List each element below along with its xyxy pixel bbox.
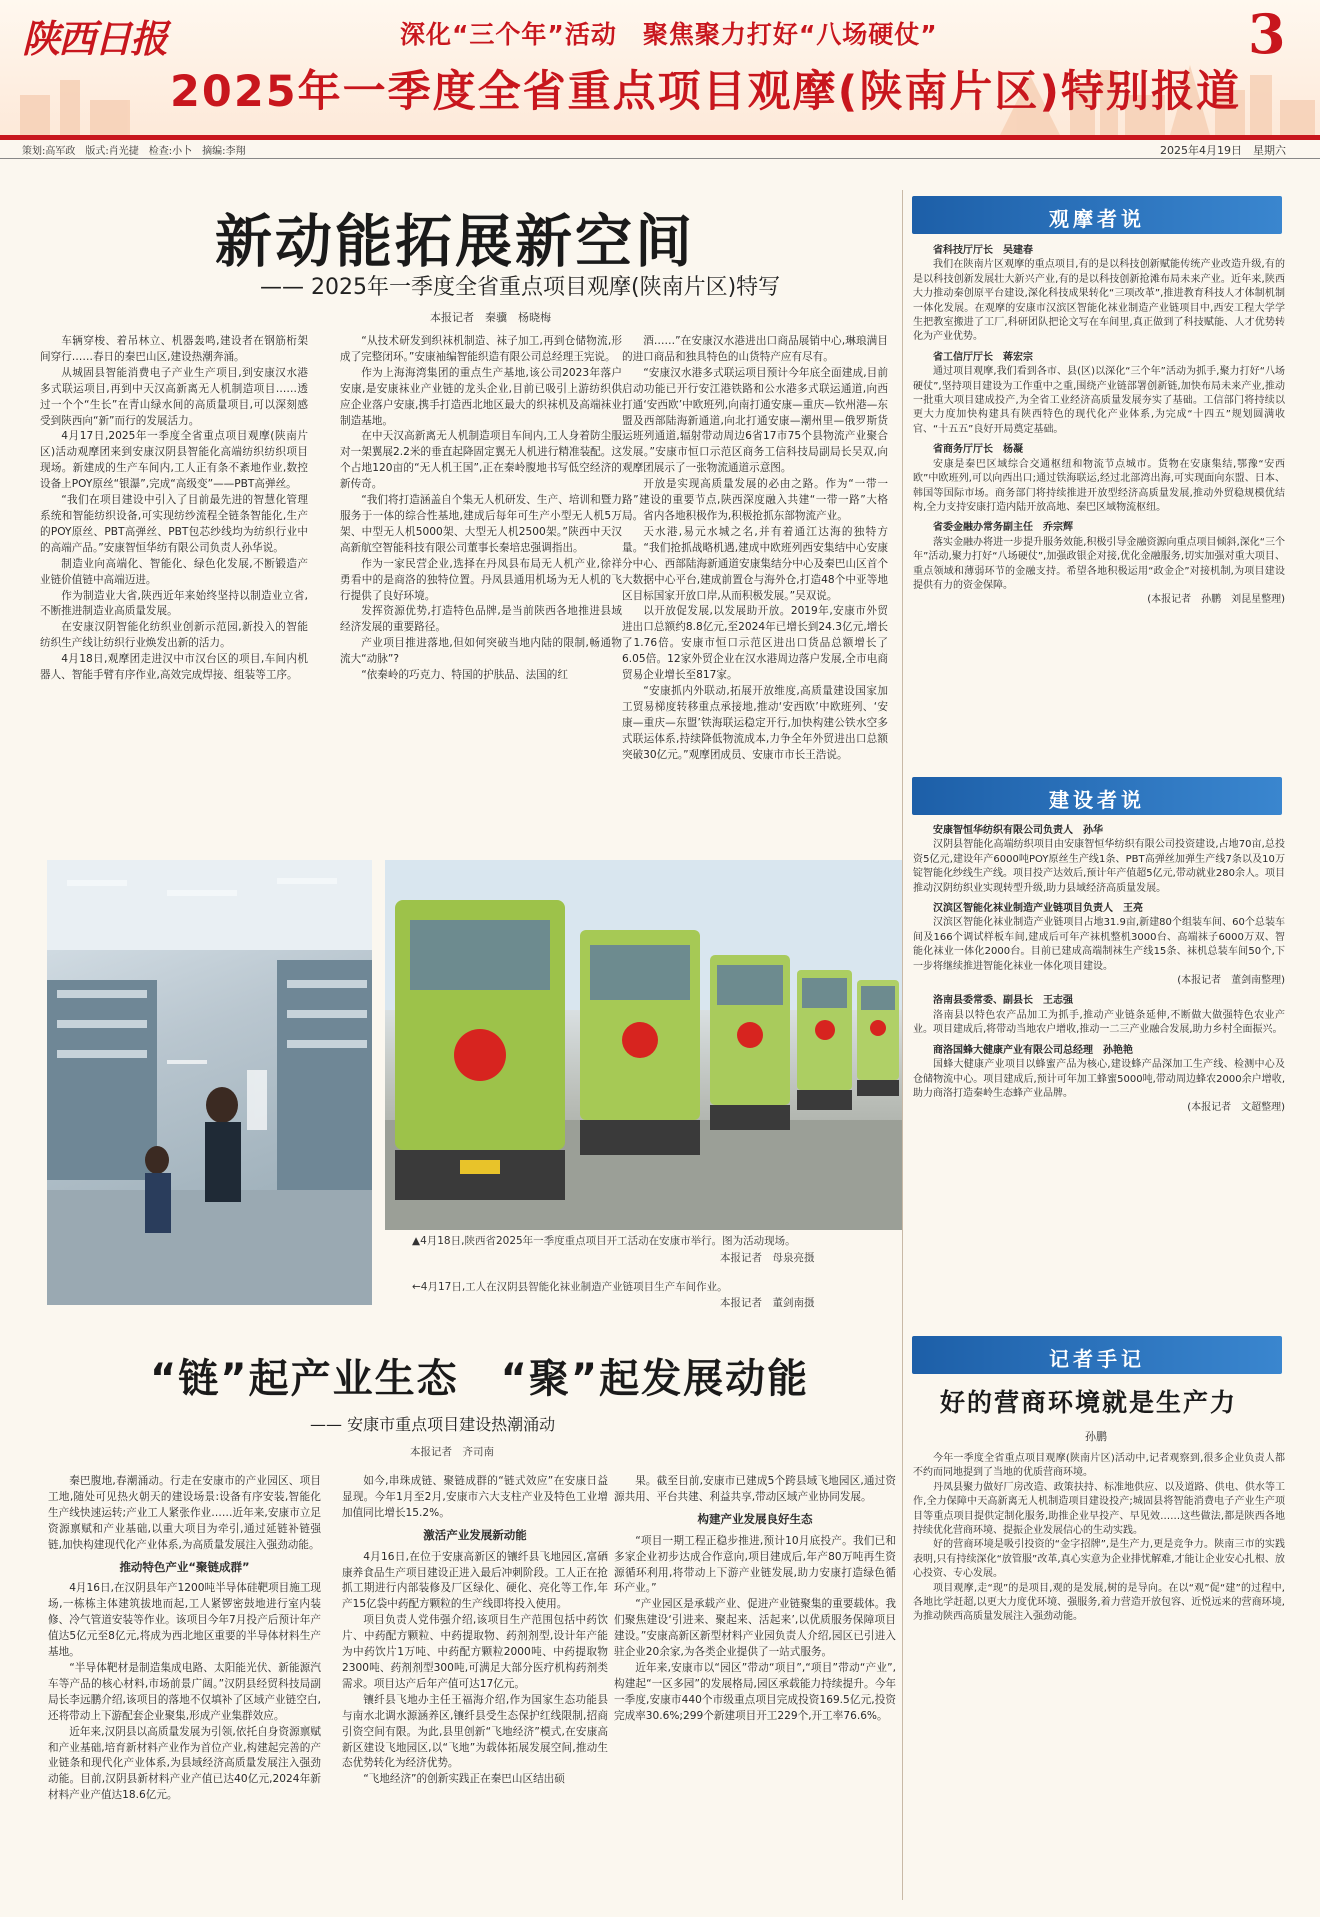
section-heading: 推动特色产业“聚链成群” xyxy=(119,1559,250,1574)
trucks-illustration xyxy=(385,860,902,1230)
paragraph: 丹凤县聚力做好厂房改造、政策扶持、标准地供应、以及道路、供电、供水等工作,全力保障中天高新离无人机制造项目建设投产;城固县将智能消费电子产业生产项目等重点项目提供定制化服务,助推企业早投产、早见效……这些做法,都是陕西各地持续优化营商环境、提振企业发展信心的生动实践。 xyxy=(913,1481,1285,1537)
banner-label: 观摩者说 xyxy=(1049,207,1145,231)
column-divider xyxy=(902,190,903,1900)
article-column-2 xyxy=(340,334,622,789)
masthead-rule xyxy=(0,135,1320,140)
article2-headline: “链”起产业生态 “聚”起发展动能 xyxy=(150,1356,810,1402)
paragraph: “安康汉水港多式联运项目预计今年底全面建成,目前启动功能已开行安江港铁路和公水港多式联运通道,向西打通‘安西欧’中欧班列,向南打通安康—重庆—钦州港—东盟及西部陆海新通道,向北打通安康—潮州里—俄罗斯货运班列通道,辐射带动周边6省17市75个县物流产业聚合发展。”安康市恒口示范区商务工信科技局副局长吴双,向观摩团展示了一张物流通道示意图。 xyxy=(622,366,888,475)
paragraph: 项目观摩,走“现”的是项目,观的是发展,树的是导向。在以“观”促“建”的过程中,各地比学赶超,以更大力度优环境、强服务,着力营造开放包容、近悦远来的营商环境,为推动陕西高质量发展注入强劲动能。 xyxy=(913,1582,1285,1623)
article-headline: 新动能拓展新空间 xyxy=(215,209,695,275)
article-column-3 xyxy=(622,334,888,794)
paragraph: 4月18日,观摩团走进汉中市汉台区的项目,车间内机器人、智能手臂有序作业,高效完成焊接、组装等工序。 xyxy=(40,653,308,682)
paragraph: 天水港,易元水城之名,并有着通江达海的独特方量。“我们抢抓战略机遇,建成中欧班列西安集结中心安康分中心、西部陆海新通道安康集结分中心及秦巴山区首个大数据中心平台,建成前置仓与海外仓,打造48个中亚等地区目标国家开放口岸,从而积极发展。”吴双说。 xyxy=(622,525,888,602)
photo-credit-2: 本报记者 董剑南摄 xyxy=(720,1297,815,1309)
speaker-quote: 通过项目观摩,我们看到各市、县(区)以深化“三个年”活动为抓手,聚力打好“八场硬仗”,坚持项目建设为工作重中之重,围绕产业链部署创新链,加快布局未来产业,推动一批重大项目建成投产,为全省工业经济高质量发展夯实了基础。工信部门将持续以更大力度加快构建具有陕西特色的现代化产业体系,为完成“十四五”规划圆满收官、“十五五”良好开局奠定基础。 xyxy=(913,366,1285,435)
speaker-quote: 我们在陕南片区观摩的重点项目,有的是以科技创新赋能传统产业改造升级,有的是以科技创新发展壮大新兴产业,有的是以科技创新抢滩布局未来产业。近年来,陕西大力推动秦创原平台建设,深化科技成果转化“三项改革”,推进教育科技人才体制机制一体化发展。在观摩的安康市汉滨区智能化袜业制造产业链项目中,西安工程大学学生把教室搬进了工厂,科研团队把论文写在车间里,真正做到了科技赋能、人才优势转化为产业优势。 xyxy=(913,259,1285,343)
paragraph: 果。截至目前,安康市已建成5个跨县域飞地园区,通过资源共用、平台共建、利益共享,带动区域产业协同发展。 xyxy=(614,1475,896,1503)
article2-byline: 本报记者 齐司南 xyxy=(410,1446,494,1458)
speaker-quote: 汉阴县智能化高端纺织项目由安康智恒华纺织有限公司投资建设,占地70亩,总投资5亿元,建设年产6000吨POY原丝生产线1条、PBT高弹丝加弹生产线7条以及10万锭智能化纱线生产线。项目投产达效后,预计年产值超5亿元,带动就业280余人。项目推动汉阴纺织业实现转型升级,助力县域经济高质量发展。 xyxy=(913,839,1285,894)
speaker-name: 商洛国蜂大健康产业有限公司总经理 孙艳艳 xyxy=(933,1044,1133,1056)
trucks-ceremony-photo xyxy=(385,860,902,1230)
photo-credit-1: 本报记者 母泉亮摄 xyxy=(720,1252,815,1264)
speaker-name: 洛南县委常委、副县长 王志强 xyxy=(933,995,1073,1007)
paragraph: 4月17日,2025年一季度全省重点项目观摩(陕南片区)活动观摩团来到安康汉阴县智能化高端纺织纺织项目现场。新建成的生产车间内,工人正有条不紊地作业,数控设备上POY原丝“银瀑”,完成“高级变”——PBT高弹丝。 xyxy=(40,430,308,491)
meta-divider xyxy=(0,158,1320,159)
paragraph: 作为一家民营企业,选择在丹凤县布局无人机产业,徐祥勇看中的是商洛的独特位置。丹凤县通用机场为无人机的飞行提供了良好环境。 xyxy=(340,557,622,602)
paragraph: 秦巴腹地,春潮涌动。行走在安康市的产业园区、项目工地,随处可见热火朝天的建设场景:设备有序安装,智能化生产线快速运转;产业工人紧张作业……近年来,安康市立足资源禀赋和产业基础,以重大项目为牵引,通过延链补链强链,加快构建现代化产业体系,为高质量发展注入强劲动能。 xyxy=(48,1475,321,1551)
notes-headline: 好的营商环境就是生产力 xyxy=(940,1388,1238,1417)
paragraph: “飞地经济”的创新实践正在秦巴山区结出硕 xyxy=(363,1773,565,1786)
section-banner-observers xyxy=(912,196,1282,234)
speaker-name: 省科技厅厅长 吴建春 xyxy=(933,245,1033,256)
speaker-name: 安康智恒华纺织有限公司负责人 孙华 xyxy=(933,825,1103,836)
paragraph: 从城固县智能消费电子产业生产项目,到安康汉水港多式联运项目,再到中天汉高新离无人机制造项目……透过一个个“生长”在青山绿水间的高质量项目,可以深刻感受到陕西向“新”而行的发展活力。 xyxy=(40,366,308,427)
paragraph: 今年一季度全省重点项目观摩(陕南片区)活动中,记者观察到,很多企业负责人都不约而同地提到了当地的优质营商环境。 xyxy=(913,1453,1285,1479)
article2-column-2 xyxy=(342,1474,608,1904)
paragraph: 作为上海海湾集团的重点生产基地,该公司2023年落户安康,是安康袜业产业链的龙头企业,目前已吸引上游纺织供应企业落户安康,携手打造西北地区最大的织袜机及高端袜业制造基地。 xyxy=(340,366,622,427)
article2-subheadline: —— 安康市重点项目建设热潮涌动 xyxy=(310,1415,556,1434)
factory-workers-photo xyxy=(47,860,372,1305)
paragraph: 开放是实现高质量发展的必由之路。作为“一带一路”建设的重要节点,陕西深度融入共建“一带一路”大格局。省内各地积极作为,积极抢抓东部物流产业。 xyxy=(622,478,888,522)
special-report-title: 2025年一季度全省重点项目观摩(陕南片区)特别报道 xyxy=(170,67,1241,117)
paragraph: 镶纤县飞地办主任王福海介绍,作为国家生态功能县与南水北调水源涵养区,镶纤县受生态保护红线限制,招商引资空间有限。为此,县里创新“飞地经济”模式,在安康高新区建设飞地园区,以“飞地”为载体拓展发展空间,推动生态优势转化为经济优势。 xyxy=(342,1693,608,1770)
article-byline: 本报记者 秦骥 杨晓梅 xyxy=(430,311,551,324)
factory-illustration xyxy=(47,860,372,1305)
paragraph: 作为制造业大省,陕西近年来始终坚持以制造业立省,不断推进制造业高质量发展。 xyxy=(40,589,308,618)
paragraph: “安康抓内外联动,拓展开放维度,高质量建设国家加工贸易梯度转移重点承接地,推动‘安西欧’中欧班列、‘安康—重庆—东盟’铁海联运稳定开行,加快构建公铁水空多式联运体系,持续降低物流成本,力争全年外贸进出口总额突破30亿元。”观摩团成员、安康市市长王浩说。 xyxy=(622,684,888,761)
paragraph: “从技术研发到织袜机制造、袜子加工,再到仓储物流,形成了完整闭环。”安康袖编智能织造有限公司总经理王宪说。 xyxy=(340,335,622,363)
speaker-name: 省工信厅厅长 蒋宏宗 xyxy=(933,351,1033,363)
reporter-notes-text xyxy=(913,1452,1285,1907)
article2-column-1 xyxy=(48,1474,321,1904)
speaker-quote: 汉滨区智能化袜业制造产业链项目占地31.9亩,新建80个组装车间、60个总装车间及166个调试样板车间,建成后可年产袜机整机3000台、高端袜子6000万双、智能化袜业一体化2000台。目前已建成高端制袜生产线15条、袜机总装车间50个,下一步将继续推进智能化袜业一体化项目建设。 xyxy=(913,917,1285,972)
paragraph: 在安康汉阴智能化纺织业创新示范园,新投入的智能纺织生产线让纺织行业焕发出新的活力。 xyxy=(40,621,308,650)
paragraph: 好的营商环境是吸引投资的“金字招牌”,是生产力,更是竞争力。陕南三市的实践表明,只有持续深化“放管服”改革,真心实意为企业排忧解难,才能让企业安心扎根、放心投资、专心发展。 xyxy=(913,1539,1285,1580)
speaker-name: 汉滨区智能化袜业制造产业链项目负责人 王亮 xyxy=(933,903,1143,915)
photo-caption-2: ←4月17日,工人在汉阴县智能化袜业制造产业链项目生产车间作业。 xyxy=(412,1281,728,1293)
paragraph: 车辆穿梭、着吊林立、机器轰鸣,建设者在钢筋桁架间穿行……春日的秦巴山区,建设热潮奔涌。 xyxy=(40,335,308,363)
campaign-slogan: 深化“三个年”活动 聚焦聚力打好“八场硬仗” xyxy=(400,20,938,49)
block-credit: (本报记者 孙鹏 刘昆星整理) xyxy=(1147,594,1285,606)
newspaper-logo: 陕西日报 xyxy=(22,16,167,61)
section-heading: 激活产业发展新动能 xyxy=(423,1527,527,1542)
section-banner-reporter-notes xyxy=(912,1336,1282,1374)
paragraph: “项目一期工程正稳步推进,预计10月底投产。我们已和多家企业初步达成合作意向,项目建成后,年产80万吨再生资源循环利用,将带动上下游产业链发展,助力安康打造绿色循环产业。” xyxy=(614,1534,896,1595)
paragraph: 以开放促发展,以发展助开放。2019年,安康市外贸进出口总额约8.8亿元,至2024年已增长到24.3亿元,增长了1.76倍。安康市恒口示范区进出口货品总额增长了6.05倍。12家外贸企业在汉水港周边落户发展,全市电商贸易企业增长至817家。 xyxy=(622,605,888,682)
article-column-1 xyxy=(40,334,308,789)
article2-column-3 xyxy=(614,1474,896,1904)
page-number: 3 xyxy=(1248,2,1286,66)
speaker-quote: 安康是秦巴区域综合交通枢纽和物流节点城市。货物在安康集结,鄂豫“安西欧”中欧班列,可以向西出口;通过铁海联运,经过北部湾出海,可实现面向东盟、日本、韩国等国际市场。商务部门将持续推进开放型经济高质量发展,推动外贸稳规模优结构,全力支持安康打造内陆开放高地、秦巴区域物流枢纽。 xyxy=(913,458,1285,513)
article-subheadline: —— 2025年一季度全省重点项目观摩(陕南片区)特写 xyxy=(260,275,781,300)
paragraph: 在中天汉高新离无人机制造项目车间内,工人身着防尘服对一架翼展2.2米的垂直起降固定翼无人机进行精准装配。这个占地120亩的“无人机王国”,正在秦岭腹地书写低空经济的新传奇。 xyxy=(340,430,622,491)
speaker-quote: 洛南县以特色农产品加工为抓手,推动产业链条延伸,不断做大做强特色农业产业。项目建成后,将带动当地农户增收,推动一二三产业融合发展,助力乡村全面振兴。 xyxy=(913,1009,1285,1036)
paragraph: “我们在项目建设中引入了目前最先进的智慧化管理系统和智能纺织设备,可实现纺纱流程全链条智能化,生产的POY原丝、PBT高弹丝、PBT包芯纱线均为纺织行业中的高端产品。”安康智恒华纺有限公司负责人孙华说。 xyxy=(40,494,308,554)
builder-voices xyxy=(913,824,1285,1324)
paragraph: 产业项目推进落地,但如何突破当地内陆的限制,畅通物流大“动脉”? xyxy=(340,637,622,666)
paragraph: 项目负责人党伟强介绍,该项目生产范围包括中药饮片、中药配方颗粒、中药提取物、药剂剂型,设计年产能为中药饮片1万吨、中药配方颗粒2000吨、中药提取物2300吨、药剂剂型300吨,可满足大部分医疗机构药剂类需求。项目达产后年产值可达17亿元。 xyxy=(342,1614,608,1690)
observer-voices xyxy=(913,244,1285,769)
paragraph: 如今,串珠成链、聚链成群的“链式效应”在安康日益显现。今年1月至2月,安康市六大支柱产业及特色工业增加值同比增长15.2%。 xyxy=(342,1475,608,1519)
speaker-name: 省委金融办常务副主任 乔宗辉 xyxy=(933,522,1073,534)
paragraph: 发挥资源优势,打造特色品牌,是当前陕西各地推进县域经济发展的重要路径。 xyxy=(340,605,622,634)
issue-date: 2025年4月19日 星期六 xyxy=(1160,144,1286,157)
photo-caption-1: ▲4月18日,陕西省2025年一季度重点项目开工活动在安康市举行。图为活动现场。 xyxy=(412,1235,796,1247)
paragraph: 近年来,安康市以“园区”带动“项目”,“项目”带动“产业”,构建起“一区多园”的发展格局,园区承载能力持续提升。今年一季度,安康市440个市级重点项目完成投资169.5亿元,投资完成率30.6%;299个新建项目开工229个,开工率76.6%。 xyxy=(614,1661,896,1722)
paragraph: 4月16日,在汉阴县年产1200吨半导体硅靶项目施工现场,一栋栋主体建筑拔地而起,工人紧锣密鼓地进行室内装修、冷气管道安装等作业。该项目今年7月投产后预计年产值达5亿元至8亿元,将成为西北地区重要的半导体材料生产基地。 xyxy=(48,1582,321,1659)
speaker-quote: 国蜂大健康产业项目以蜂蜜产品为核心,建设蜂产品深加工生产线、检测中心及仓储物流中心。项目建成后,预计可年加工蜂蜜5000吨,带动周边蜂农2000余户增收,助力商洛打造秦岭生态蜂产业品牌。 xyxy=(913,1059,1285,1099)
speaker-quote: 落实金融办将进一步提升服务效能,积极引导金融资源向重点项目倾斜,深化“三个年”活动,聚力打好“八场硬仗”,加强政银企对接,优化金融服务,切实加强对重大项目、重点领域和薄弱环节的金融支持。希望各地积极运用“政金企”对接机制,为项目建设提供有力的资金保障。 xyxy=(913,536,1285,591)
section-heading: 构建产业发展良好生态 xyxy=(697,1511,813,1526)
paragraph: “我们将打造涵盖自个集无人机研发、生产、培训和暨力服务于一体的综合性基地,建成后每年可生产小型无人机5万架、中型无人机5000架、大型无人机2500架。”陕西中天汉高新航空智能科技有限公司董事长秦培忠强调指出。 xyxy=(340,494,622,554)
paragraph: “产业园区是承载产业、促进产业链聚集的重要载体。我们聚焦建设‘引进来、聚起来、活起来’,以优质服务保障项目建设。”安康高新区新型材料产业园负责人介绍,园区已引进入驻企业20余家,为各类企业提供了一站式服务。 xyxy=(614,1598,896,1659)
notes-author: 孙鹏 xyxy=(1085,1430,1107,1443)
banner-label: 建设者说 xyxy=(1049,788,1145,812)
speaker-name: 省商务厅厅长 杨凝 xyxy=(933,444,1023,456)
section-banner-builders xyxy=(912,777,1282,815)
paragraph: 制造业向高端化、智能化、绿色化发展,不断锻造产业链价值链中高端迈进。 xyxy=(40,557,308,586)
paragraph: 4月16日,在位于安康高新区的镶纤县飞地园区,富硒康养食品生产项目建设正进入最后冲刺阶段。工人正在抢抓工期进行内部装修及厂区绿化、硬化、亮化等工作,年产15亿袋中药配方颗粒的生产线即将投入使用。 xyxy=(342,1550,608,1611)
paragraph: “依秦岭的巧克力、特国的护肤品、法国的红 xyxy=(361,669,568,682)
block-credit: (本报记者 文超整理) xyxy=(1187,1102,1285,1114)
banner-label: 记者手记 xyxy=(1049,1347,1145,1371)
paragraph: 酒……”在安康汉水港进出口商品展销中心,琳琅满目的进口商品和独具特色的山货特产应有尽有。 xyxy=(622,335,888,363)
paragraph: 近年来,汉阴县以高质量发展为引领,依托自身资源禀赋和产业基础,培育新材料产业作为首位产业,构建起完善的产业链条和现代化产业体系,为县域经济高质量发展注入强劲动能。目前,汉阴县新材料产业产值已达40亿元,2024年新材料产业产值达18.6亿元。 xyxy=(48,1725,321,1802)
staff-credits: 策划:高军政 版式:肖光捷 检查:小卜 摘编:李翔 xyxy=(22,146,246,157)
paragraph: “半导体靶材是制造集成电路、太阳能光伏、新能源汽车等产品的核心材料,市场前景广阔。”汉阴县经贸科技局副局长李远鹏介绍,该项目的落地不仅填补了区域产业链空白,还将带动上下游配套企业聚集,形成产业集群效应。 xyxy=(48,1661,321,1722)
block-credit: (本报记者 董剑南整理) xyxy=(1177,975,1285,987)
